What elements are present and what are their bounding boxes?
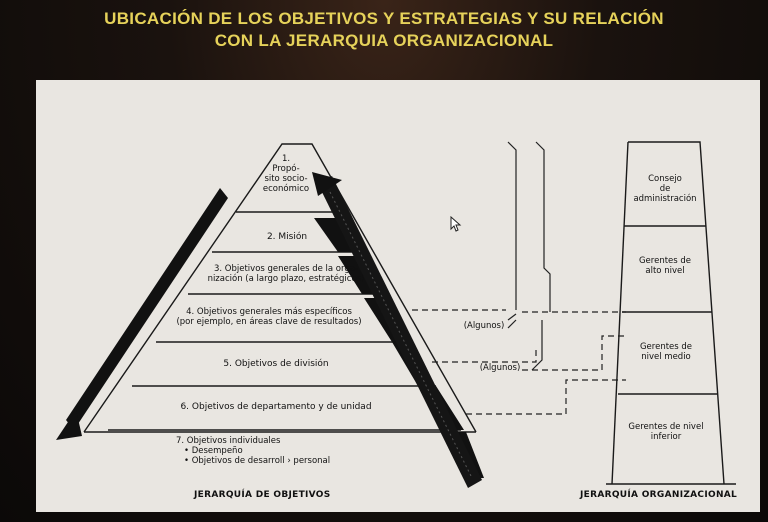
org-level-3-label: Gerentes de nivel medio xyxy=(639,342,693,362)
dash-to-org-4 xyxy=(466,380,626,414)
org-level-2-label: Gerentes de alto nivel xyxy=(638,256,692,276)
level-4-label: 4. Objetivos generales más específicos (por ejemplo, en áreas clave de resultados) xyxy=(176,307,362,327)
brackets xyxy=(412,142,626,414)
diagram-scan xyxy=(36,80,760,512)
pyramid-caption: JERARQUÍA DE OBJETIVOS xyxy=(194,490,331,500)
title-line-2: CON LA JERARQUIA ORGANIZACIONAL xyxy=(214,31,554,50)
org-level-4-label: Gerentes de nivel inferior xyxy=(628,422,704,442)
diagram-lines xyxy=(36,80,760,512)
title-line-1: UBICACIÓN DE LOS OBJETIVOS Y ESTRATEGIAS Y SU RELACIÓN xyxy=(104,9,664,28)
dash-to-level-5 xyxy=(432,350,536,362)
level-6-label: 6. Objetivos de departamento y de unidad xyxy=(180,402,372,412)
level-5-label: 5. Objetivos de división xyxy=(223,359,329,369)
level-3-label: 3. Objetivos generales de la orga- nización (a largo plazo, estratégicos) xyxy=(207,264,365,284)
slide-title xyxy=(0,8,768,52)
level-1-label: 1. Propó- sito socio- económico xyxy=(262,154,310,194)
bracket-2 xyxy=(536,142,550,290)
bracket-1 xyxy=(508,142,516,310)
algunos-label-1: (Algunos) xyxy=(463,321,505,331)
level-2-label: 2. Misión xyxy=(266,232,308,242)
level-7-label: 7. Objetivos individuales • Desempeño • Objetivos de desarroll › personal xyxy=(176,436,331,466)
org-caption: JERARQUÍA ORGANIZACIONAL xyxy=(580,490,738,500)
algunos-label-2: (Algunos) xyxy=(479,363,521,373)
mouse-pointer-icon xyxy=(450,216,462,232)
org-level-1-label: Consejo de administración xyxy=(633,174,697,204)
